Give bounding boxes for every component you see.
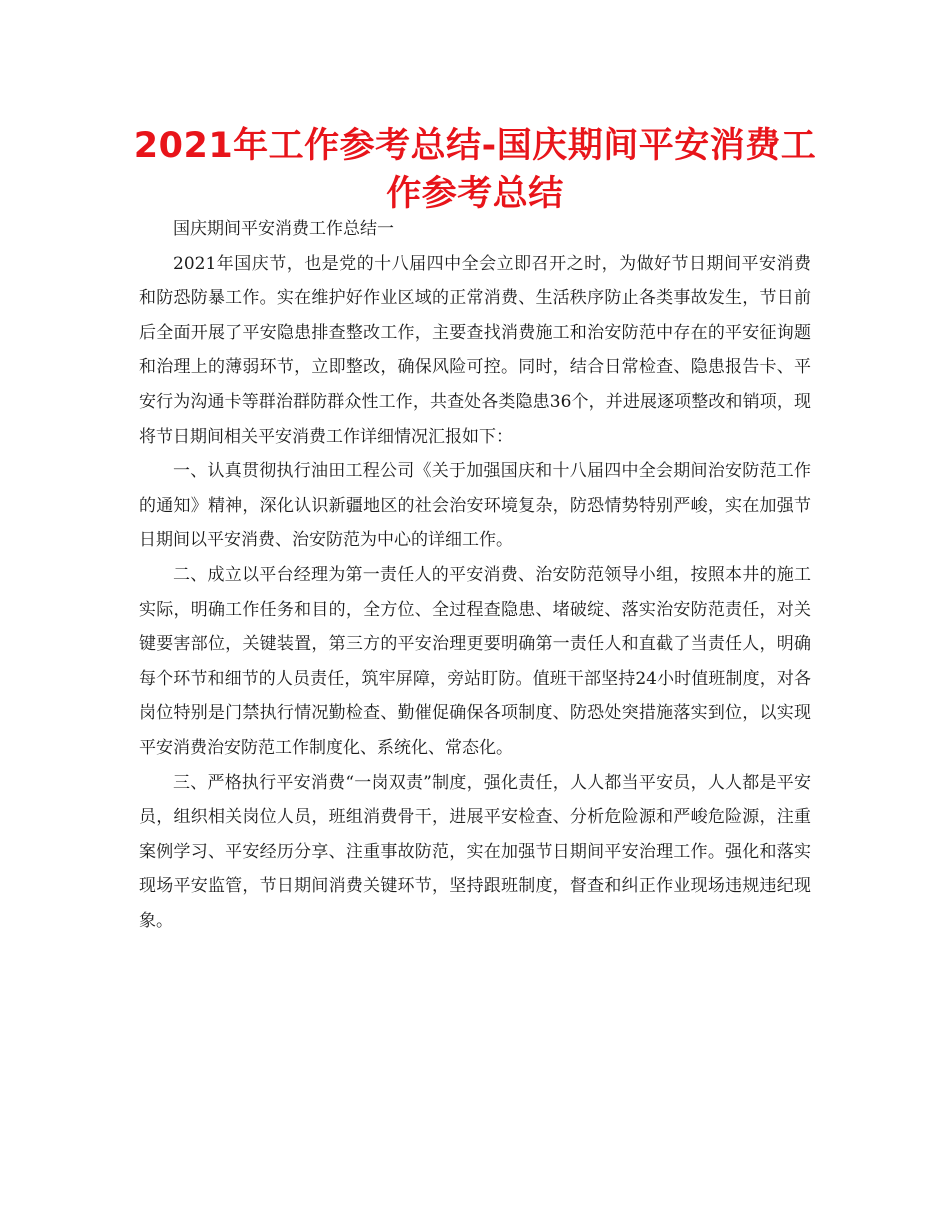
- document-title: 2021年工作参考总结-国庆期间平安消费工作参考总结: [133, 126, 817, 214]
- document-body: [139, 212, 811, 938]
- paragraph-item-1: 一、认真贯彻执行油田工程公司《关于加强国庆和十八届四中全会期间治安防范工作的通知》精神，深化认识新疆地区的社会治安环境复杂，防恐情势特别严峻，实在加强节日期间以平安消费、治安防范为中心的详细工作。: [139, 461, 811, 551]
- paragraph-intro: 2021年国庆节，也是党的十八届四中全会立即召开之时，为做好节日期间平安消费和防恐防暴工作。实在维护好作业区域的正常消费、生活秩序防止各类事故发生，节日前后全面开展了平安隐患排查整改工作，主要查找消费施工和治安防范中存在的平安征询题和治理上的薄弱环节，立即整改，确保风险可控。同时，结合日常检查、隐患报告卡、平安行为沟通卡等群治群防群众性工作，共查处各类隐患36个，并进展逐项整改和销项，现将节日期间相关平安消费工作详细情况汇报如下：: [139, 253, 811, 447]
- section-heading: 国庆期间平安消费工作总结一: [173, 219, 394, 239]
- paragraph-item-2: 二、成立以平台经理为第一责任人的平安消费、治安防范领导小组，按照本井的施工实际，明确工作任务和目的，全方位、全过程查隐患、堵破绽、落实治安防范责任，对关键要害部位，关键装置，第三方的平安治理更要明确第一责任人和直截了当责任人，明确每个环节和细节的人员责任，筑牢屏障，旁站盯防。值班干部坚持24小时值班制度，对各岗位特别是门禁执行情况勤检查、勤催促确保各项制度、防恐处突措施落实到位，以实现平安消费治安防范工作制度化、系统化、常态化。: [139, 564, 811, 758]
- paragraph-item-3: 三、严格执行平安消费“一岗双责”制度，强化责任，人人都当平安员，人人都是平安员，组织相关岗位人员，班组消费骨干，进展平安检查、分析危险源和严峻危险源，注重案例学习、平安经历分享、注重事故防范，实在加强节日期间平安治理工作。强化和落实现场平安监管，节日期间消费关键环节，坚持跟班制度，督查和纠正作业现场违规违纪现象。: [139, 772, 811, 931]
